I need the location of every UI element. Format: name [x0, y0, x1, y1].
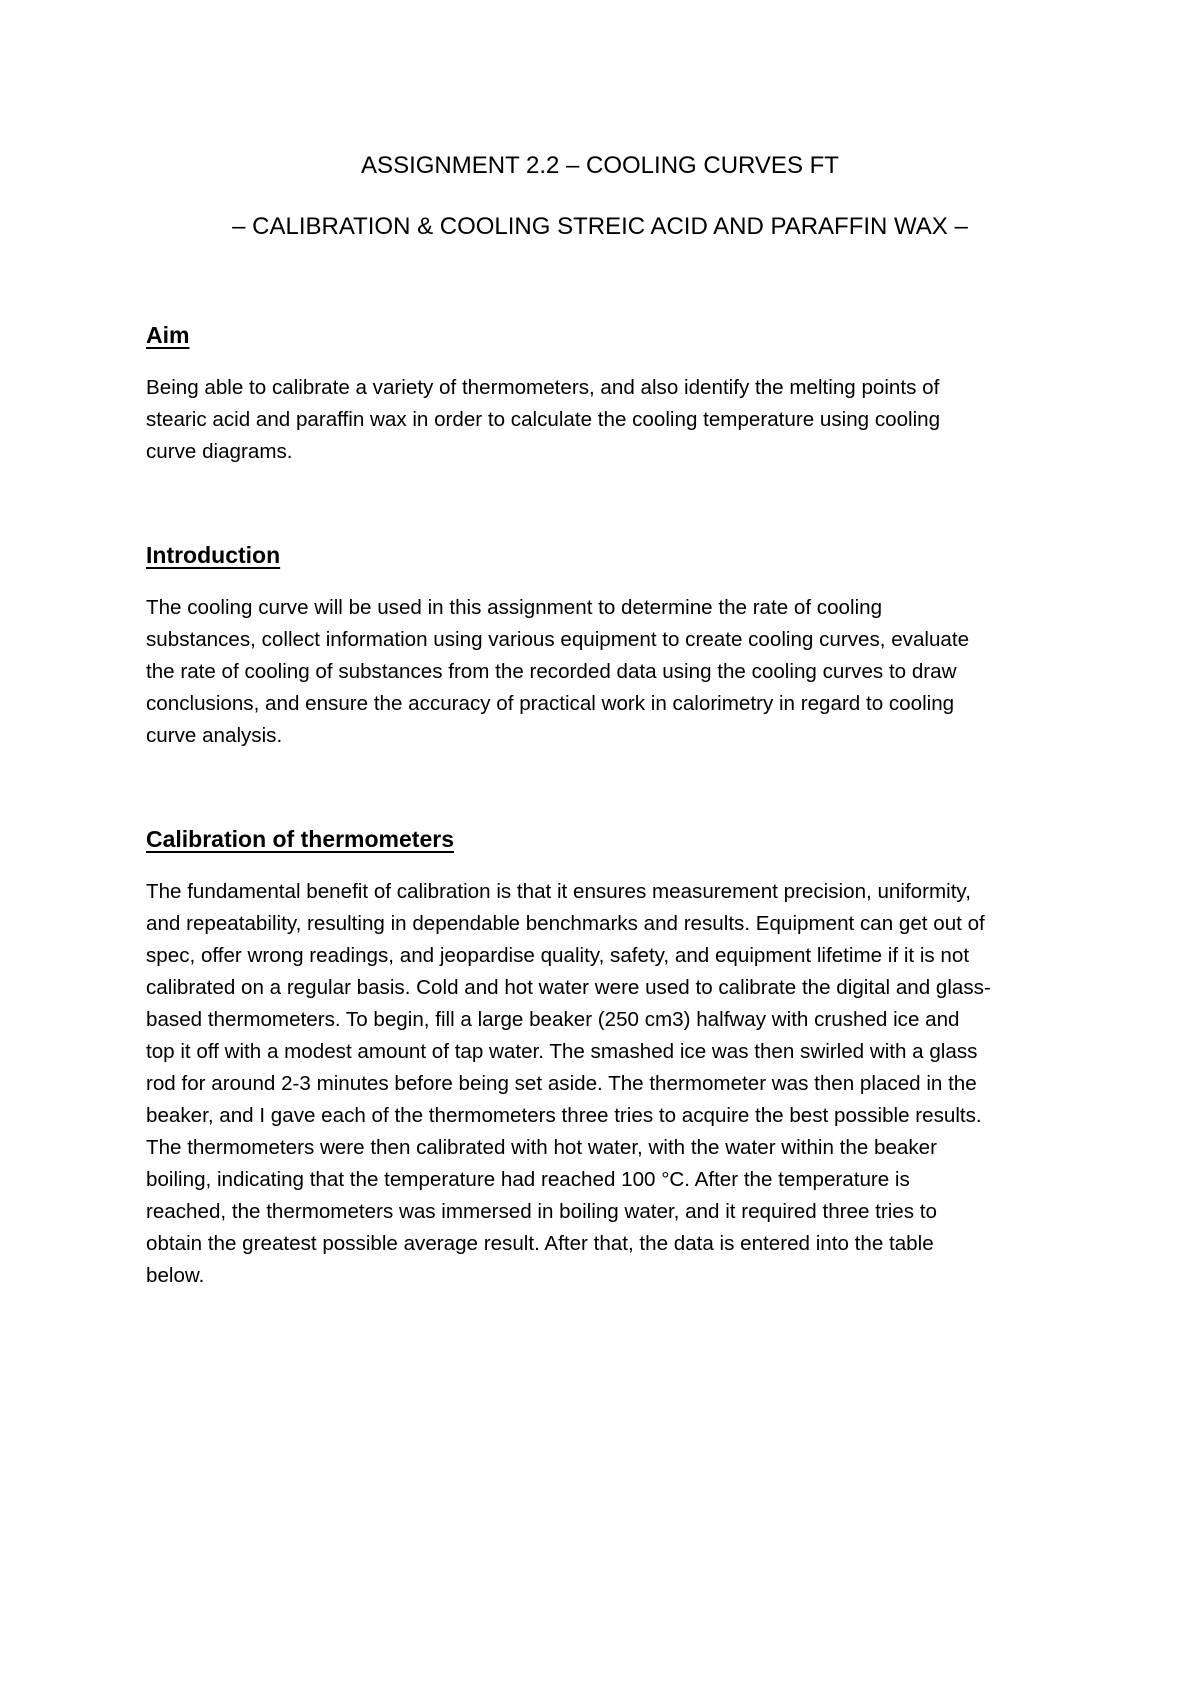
paragraph-line: spec, offer wrong readings, and jeopardise quality, safety, and equipment lifetime if it is not	[146, 944, 970, 967]
document-title: ASSIGNMENT 2.2 – COOLING CURVES FT	[361, 152, 839, 179]
paragraph-line: The thermometers were then calibrated with hot water, with the water within the beaker	[146, 1136, 937, 1159]
paragraph-line: Being able to calibrate a variety of thermometers, and also identify the melting points of	[146, 376, 940, 399]
paragraph-line: obtain the greatest possible average result. After that, the data is entered into the table	[146, 1232, 934, 1255]
section-heading-introduction: Introduction	[146, 542, 281, 568]
section-paragraph-calibration	[146, 876, 1066, 1292]
document-subtitle: – CALIBRATION & COOLING STREIC ACID AND PARAFFIN WAX –	[232, 213, 968, 240]
paragraph-line: based thermometers. To begin, fill a large beaker (250 cm3) halfway with crushed ice and	[146, 1008, 960, 1031]
paragraph-line: and repeatability, resulting in dependable benchmarks and results. Equipment can get out of	[146, 912, 985, 935]
paragraph-line: stearic acid and paraffin wax in order to calculate the cooling temperature using cooling	[146, 408, 941, 431]
section-heading-aim: Aim	[146, 322, 190, 348]
paragraph-line: top it off with a modest amount of tap water. The smashed ice was then swirled with a glass	[146, 1040, 978, 1063]
paragraph-line: conclusions, and ensure the accuracy of practical work in calorimetry in regard to cooling	[146, 692, 955, 715]
paragraph-line: boiling, indicating that the temperature had reached 100 °C. After the temperature is	[146, 1168, 910, 1191]
section-paragraph-introduction	[146, 592, 1066, 752]
paragraph-line: rod for around 2-3 minutes before being set aside. The thermometer was then placed in the	[146, 1072, 977, 1095]
paragraph-line: substances, collect information using various equipment to create cooling curves, evaluate	[146, 628, 970, 651]
paragraph-line: calibrated on a regular basis. Cold and hot water were used to calibrate the digital and glass-	[146, 976, 991, 999]
paragraph-line: reached, the thermometers was immersed in boiling water, and it required three tries to	[146, 1200, 937, 1223]
paragraph-line: below.	[146, 1264, 205, 1287]
paragraph-line: curve diagrams.	[146, 440, 293, 463]
paragraph-line: The fundamental benefit of calibration is that it ensures measurement precision, uniformity,	[146, 880, 971, 903]
section-heading-calibration: Calibration of thermometers	[146, 826, 454, 852]
paragraph-line: The cooling curve will be used in this assignment to determine the rate of cooling	[146, 596, 883, 619]
paragraph-line: beaker, and I gave each of the thermometers three tries to acquire the best possible results.	[146, 1104, 982, 1127]
paragraph-line: the rate of cooling of substances from the recorded data using the cooling curves to draw	[146, 660, 957, 683]
section-paragraph-aim	[146, 372, 1066, 468]
paragraph-line: curve analysis.	[146, 724, 283, 747]
